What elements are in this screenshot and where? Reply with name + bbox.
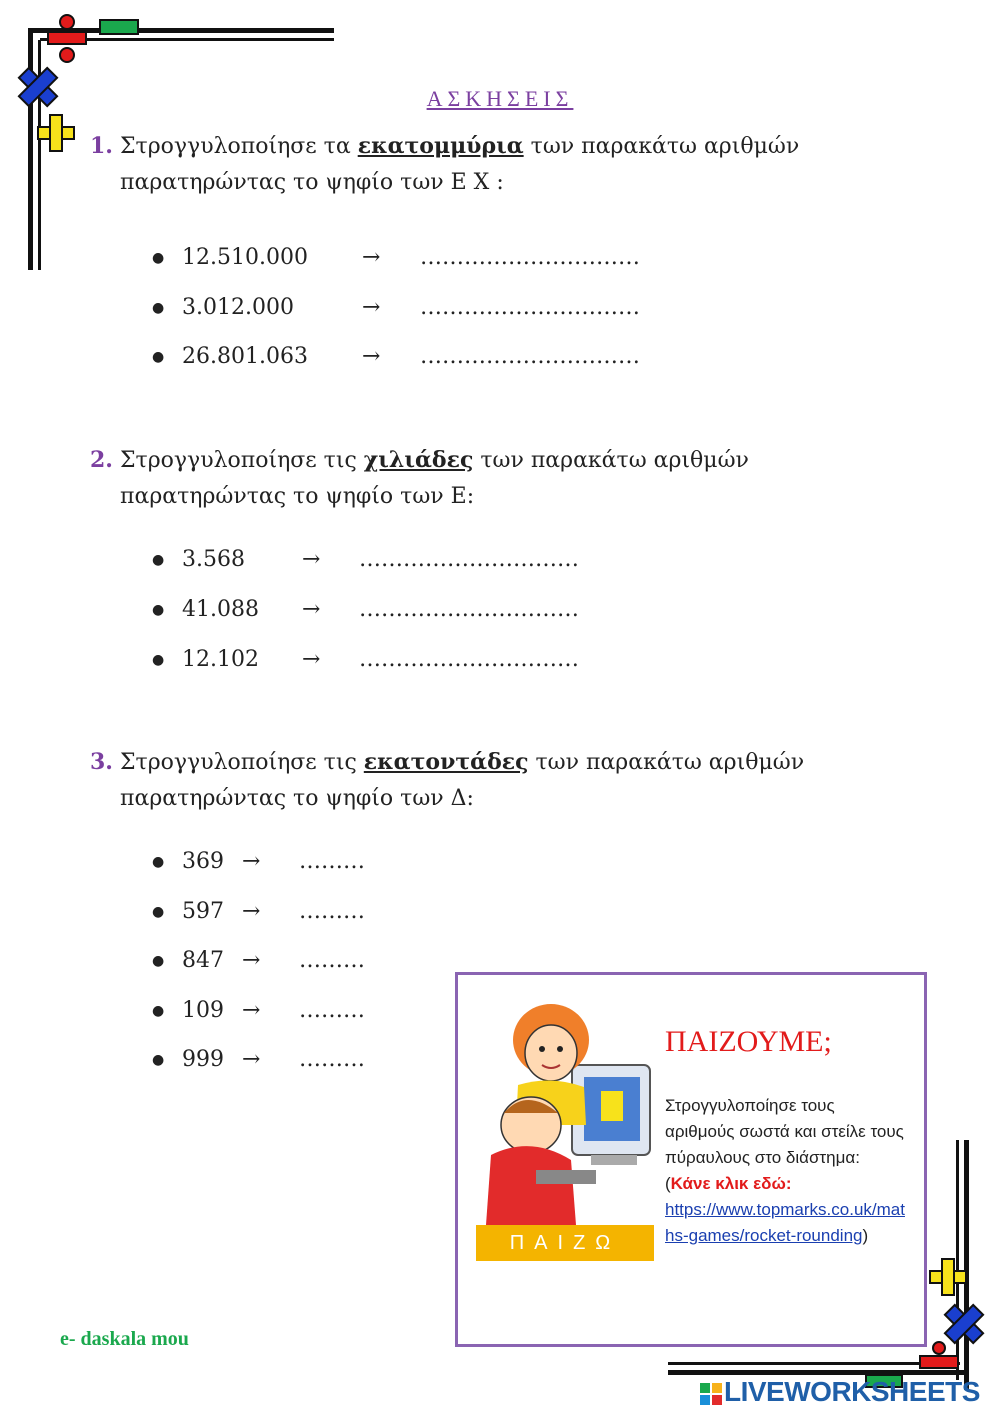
question-2-line2: παρατηρώντας το ψηφίο των Ε: bbox=[120, 484, 475, 509]
list-item: ● 26.801.063 → ………………………… bbox=[152, 342, 652, 372]
list-item: ● 847 → ……… bbox=[152, 946, 412, 976]
answer-blank[interactable]: ………………………… bbox=[420, 245, 640, 270]
list-item: ● 109 → ……… bbox=[152, 996, 412, 1026]
game-box-text: Στρογγυλοποίησε τους αριθμούς σωστά και στείλε τους πύραυλους στο διάστημα: (Κάνε κλικ εδώ: https://www.topmarks.co.uk/maths-games/rocket-rounding) bbox=[665, 1096, 905, 1245]
question-3 bbox=[90, 744, 870, 817]
question-1 bbox=[90, 128, 870, 201]
question-1-prefix: Στρογγυλοποίησε τα bbox=[120, 134, 358, 159]
brand-name: LIVEWORKSHEETS bbox=[724, 1376, 980, 1407]
game-box-description: Στρογγυλοποίησε τους αριθμούς σωστά και στείλε τους πύραυλους στο διάστημα: bbox=[665, 1096, 904, 1167]
click-here-label: Κάνε κλικ εδώ: bbox=[670, 1174, 792, 1193]
answer-blank[interactable]: ………………………… bbox=[359, 647, 579, 672]
question-1-line2: παρατηρώντας το ψηφίο των Ε Χ : bbox=[120, 170, 504, 195]
liveworksheets-logo bbox=[700, 1376, 980, 1408]
answer-blank[interactable]: ……… bbox=[299, 1047, 365, 1072]
play-button[interactable]: ΠΑΙΖΩ bbox=[476, 1225, 654, 1261]
question-3-prefix: Στρογγυλοποίησε τις bbox=[120, 750, 364, 775]
list-item: ● 3.568 → ………………………… bbox=[152, 545, 602, 575]
answer-blank[interactable]: ……… bbox=[299, 899, 365, 924]
question-2-suffix: των παρακάτω αριθμών bbox=[473, 448, 749, 473]
question-2-prefix: Στρογγυλοποίησε τις bbox=[120, 448, 364, 473]
game-box bbox=[455, 972, 927, 1347]
question-1-keyword: εκατομμύρια bbox=[357, 133, 524, 159]
list-item: ● 999 → ……… bbox=[152, 1045, 412, 1075]
game-link[interactable]: https://www.topmarks.co.uk/maths-games/rocket-rounding bbox=[665, 1200, 905, 1245]
answer-blank[interactable]: ………………………… bbox=[359, 597, 579, 622]
list-item: ● 369 → ……… bbox=[152, 847, 412, 877]
answer-blank[interactable]: ……… bbox=[299, 849, 365, 874]
list-item: ● 597 → ……… bbox=[152, 897, 412, 927]
answer-blank[interactable]: ……… bbox=[299, 948, 365, 973]
question-3-number: 3. bbox=[90, 749, 113, 775]
question-3-keyword: εκατοντάδες bbox=[363, 749, 529, 775]
page-title: ΑΣΚΗΣΕΙΣ bbox=[426, 86, 574, 111]
question-1-suffix: των παρακάτω αριθμών bbox=[523, 134, 800, 159]
answer-blank[interactable]: ……… bbox=[299, 998, 365, 1023]
answer-blank[interactable]: ………………………… bbox=[420, 344, 640, 369]
question-3-line2: παρατηρώντας το ψηφίο των Δ: bbox=[120, 786, 474, 811]
question-3-suffix: των παρακάτω αριθμών bbox=[528, 750, 805, 775]
liveworksheets-icon bbox=[700, 1383, 724, 1405]
answer-blank[interactable]: ………………………… bbox=[359, 547, 579, 572]
question-2-number: 2. bbox=[90, 447, 113, 473]
footer-signature: e- daskala mou bbox=[60, 1328, 189, 1350]
game-box-title: ΠΑΙΖΟΥΜΕ; bbox=[665, 1025, 832, 1058]
list-item: ● 3.012.000 → ………………………… bbox=[152, 293, 652, 323]
list-item: ● 12.510.000 → ………………………… bbox=[152, 243, 652, 273]
question-2 bbox=[90, 442, 870, 515]
kids-computer-illustration bbox=[476, 995, 656, 1225]
question-2-keyword: χιλιάδες bbox=[363, 447, 474, 473]
answer-blank[interactable]: ………………………… bbox=[420, 295, 640, 320]
list-item: ● 41.088 → ………………………… bbox=[152, 595, 602, 625]
list-item: ● 12.102 → ………………………… bbox=[152, 645, 602, 675]
question-1-number: 1. bbox=[90, 133, 113, 159]
